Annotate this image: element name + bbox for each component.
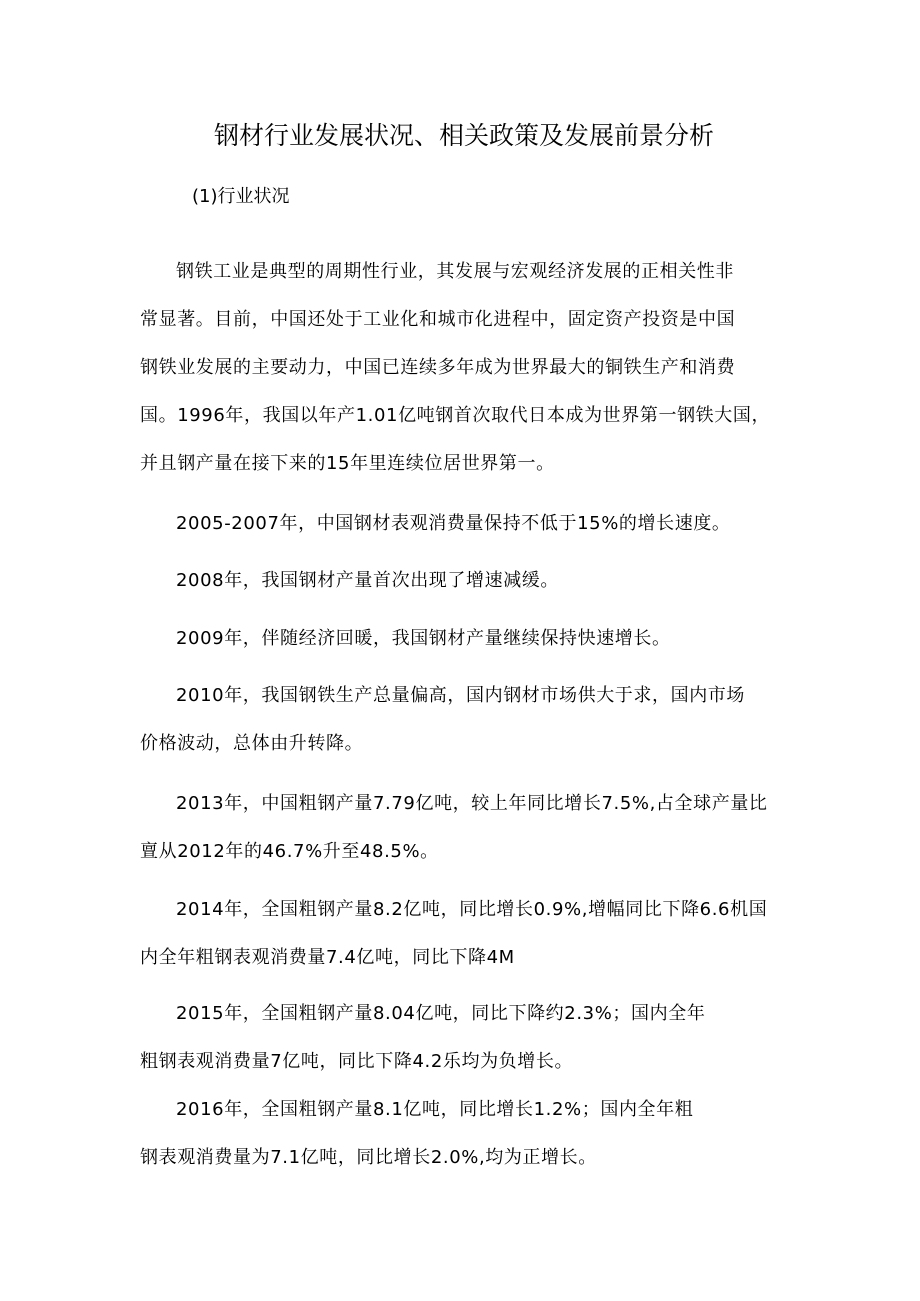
paragraph-2008 (140, 557, 796, 605)
paragraph-line: 钢铁工业是典型的周期性行业，其发展与宏观经济发展的正相关性非 (176, 261, 734, 282)
paragraph-2010 (140, 672, 796, 768)
paragraph-line: 2005-2007年，中国钢材表观消费量保持不低于15%的增长速度。 (176, 513, 731, 534)
paragraph-line: 2015年，全国粗钢产量8.04亿吨，同比下降约2.3%；国内全年 (176, 1003, 706, 1024)
paragraph-line: 钢表观消费量为7.1亿吨，同比增长2.0%,均为正增长。 (140, 1147, 597, 1168)
paragraph-2009 (140, 615, 796, 663)
paragraph-2015 (140, 990, 796, 1086)
paragraph-line: 2009年，伴随经济回暖，我国钢材产量继续保持快速增长。 (176, 628, 671, 649)
paragraph-2005-2007 (140, 500, 796, 548)
paragraph-line: 2014年，全国粗钢产量8.2亿吨，同比增长0.9%,增幅同比下降6.6机国 (176, 899, 768, 920)
paragraph-industry-overview (140, 248, 796, 488)
paragraph-2016 (140, 1086, 796, 1182)
paragraph-line: 亶从2012年的46.7%升至48.5%。 (140, 841, 439, 862)
paragraph-line: 并且钢产量在接下来的15年里连续位居世界第一。 (140, 453, 555, 474)
paragraph-line: 2016年，全国粗钢产量8.1亿吨，同比增长1.2%；国内全年粗 (176, 1099, 694, 1120)
paragraph-line: 内全年粗钢表观消费量7.4亿吨，同比下降4M (140, 947, 515, 968)
paragraph-line: 钢铁业发展的主要动力，中国已连续多年成为世界最大的铜铁生产和消费 (140, 357, 736, 378)
paragraph-line: 2013年，中国粗钢产量7.79亿吨，较上年同比增长7.5%,占全球产量比 (176, 793, 768, 814)
paragraph-line: 价格波动，总体由升转降。 (140, 733, 364, 754)
paragraph-line: 粗钢表观消费量7亿吨，同比下降4.2乐均为负增长。 (140, 1051, 574, 1072)
paragraph-line: 2008年，我国钢材产量首次出现了增速减缓。 (176, 570, 560, 591)
paragraph-line: 2010年，我国钢铁生产总量偏高，国内钢材市场供大于求，国内市场 (176, 685, 746, 706)
paragraph-2014 (140, 886, 796, 982)
document-title: 钢材行业发展状况、相关政策及发展前景分析 (214, 121, 715, 150)
section-heading: (1)行业状况 (192, 186, 290, 207)
paragraph-line: 国。1996年，我国以年产1.01亿吨钢首次取代日本成为世界第一钢铁大国， (140, 405, 771, 426)
paragraph-2013 (140, 780, 796, 876)
paragraph-line: 常显著。目前，中国还处于工业化和城市化进程中，固定资产投资是中国 (140, 309, 736, 330)
